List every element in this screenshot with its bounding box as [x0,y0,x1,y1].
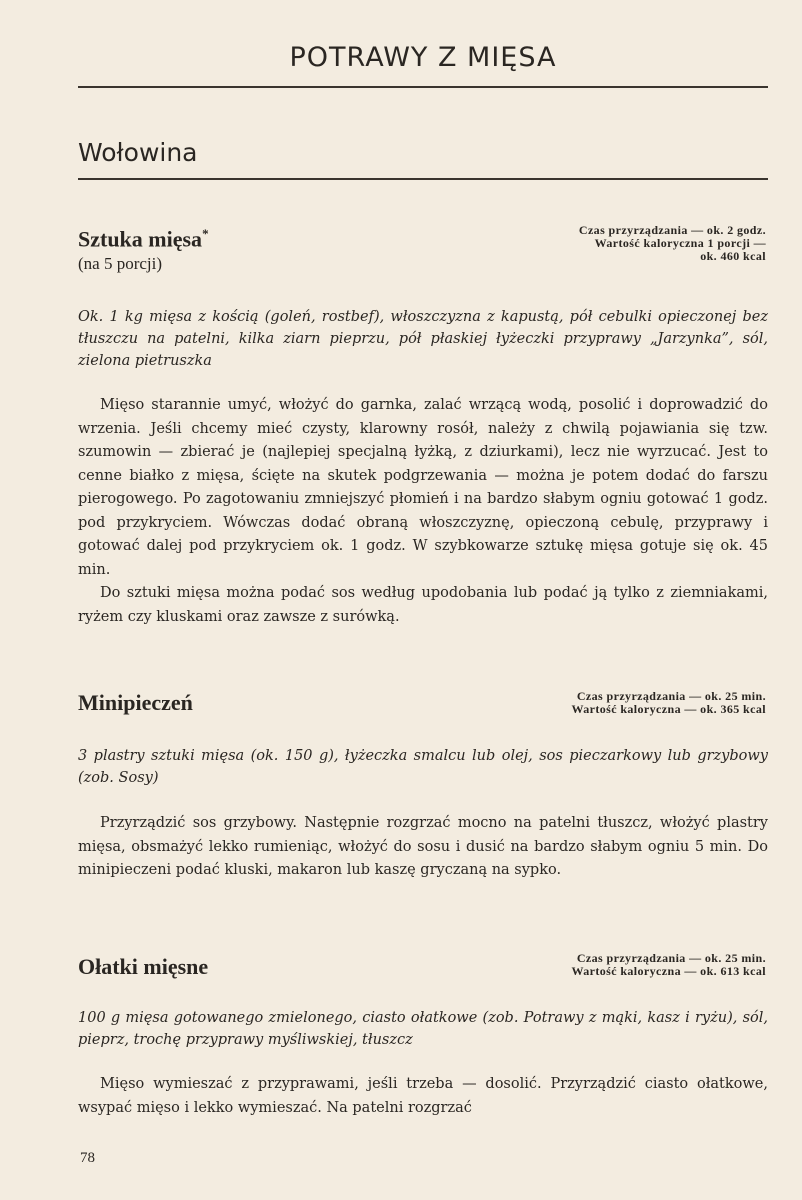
paragraph: Mięso starannie umyć, włożyć do garnka, zalać wrzącą wodą, posolić i doprowadzić do wrzenia. Jeśli chcemy mieć czysty, klarowny rosół, należy z chwilą pojawiania się tzw. szumowin — zbierać je (najlepiej specjalną łyżką, z dziurkami), lecz nie wyrzucać. Jest to cenne białko z mięsa, ścięte na skutek podgrzewania — można je potem dodać do farszu pierogowego. Po zagotowaniu zmniejszyć płomień i na bardzo słabym ogniu gotować 1 godz. pod przykryciem. Wówczas dodać obraną włoszczyznę, opieczoną cebulę, przyprawy i gotować dalej pod przykryciem ok. 1 godz. W szybkowarze sztukę mięsa gotuje się ok. 45 min. [78,397,768,578]
section-title: Wołowina [78,138,198,167]
chapter-rule [78,86,768,88]
recipe-meta: Czas przyrządzania — ok. 25 min. Wartość kaloryczna — ok. 365 kcal [571,689,766,716]
recipe-title: Ołatki mięsne [78,954,209,979]
recipe-meta: Czas przyrządzania — ok. 2 godz. Wartość kaloryczna 1 porcji — ok. 460 kcal [578,223,766,263]
section-rule [78,178,768,180]
recipe-title: Minipieczeń [78,690,193,715]
paragraph: Przyrządzić sos grzybowy. Następnie rozgrzać mocno na patelni tłuszcz, włożyć plastry mięsa, obsmażyć lekko rumieniąc, włożyć do sosu i dusić na bardzo słabym ogniu 5 min. Do minipieczeni podać kluski, makaron lub kaszę gryczaną na sypko. [78,815,768,878]
paragraph: Mięso wymieszać z przyprawami, jeśli trzeba — dosolić. Przyrządzić ciasto ołatkowe, wsypać mięso i lekko wymieszać. Na patelni rozgrzać [78,1076,768,1116]
recipe-title: Sztuka mięsa* [78,226,209,252]
chapter-title: POTRAWY Z MIĘSA [289,42,557,73]
paragraph: Do sztuki mięsa można podać sos według upodobania lub podać ją tylko z ziemniakami, ryżem czy kluskami oraz zawsze z surówką. [78,585,768,625]
recipe-ingredients: 3 plastry sztuki mięsa (ok. 150 g), łyżeczka smalcu lub olej, sos pieczarkowy lub grzybowy (zob. Sosy) [78,748,768,786]
recipe-meta: Czas przyrządzania — ok. 25 min. Wartość kaloryczna — ok. 613 kcal [571,951,766,978]
recipe-ingredients: Ok. 1 kg mięsa z kością (goleń, rostbef), włoszczyzna z kapustą, pół cebulki opieczonej bez tłuszczu na patelni, kilka ziarn pieprzu, pół płaskiej łyżeczki przyprawy „Jarzynka”, sól, zielona pietruszka [78,309,768,369]
recipe-instructions [78,394,768,629]
recipe-ingredients: 100 g mięsa gotowanego zmielonego, ciasto ołatkowe (zob. Potrawy z mąki, kasz i ryżu), sól, pieprz, trochę przyprawy myśliwskiej, tłuszcz [78,1010,768,1048]
recipe-instructions [78,812,768,883]
recipe-instructions [78,1073,768,1120]
page-number: 78 [80,1150,95,1166]
recipe-portion: (na 5 porcji) [78,254,163,273]
